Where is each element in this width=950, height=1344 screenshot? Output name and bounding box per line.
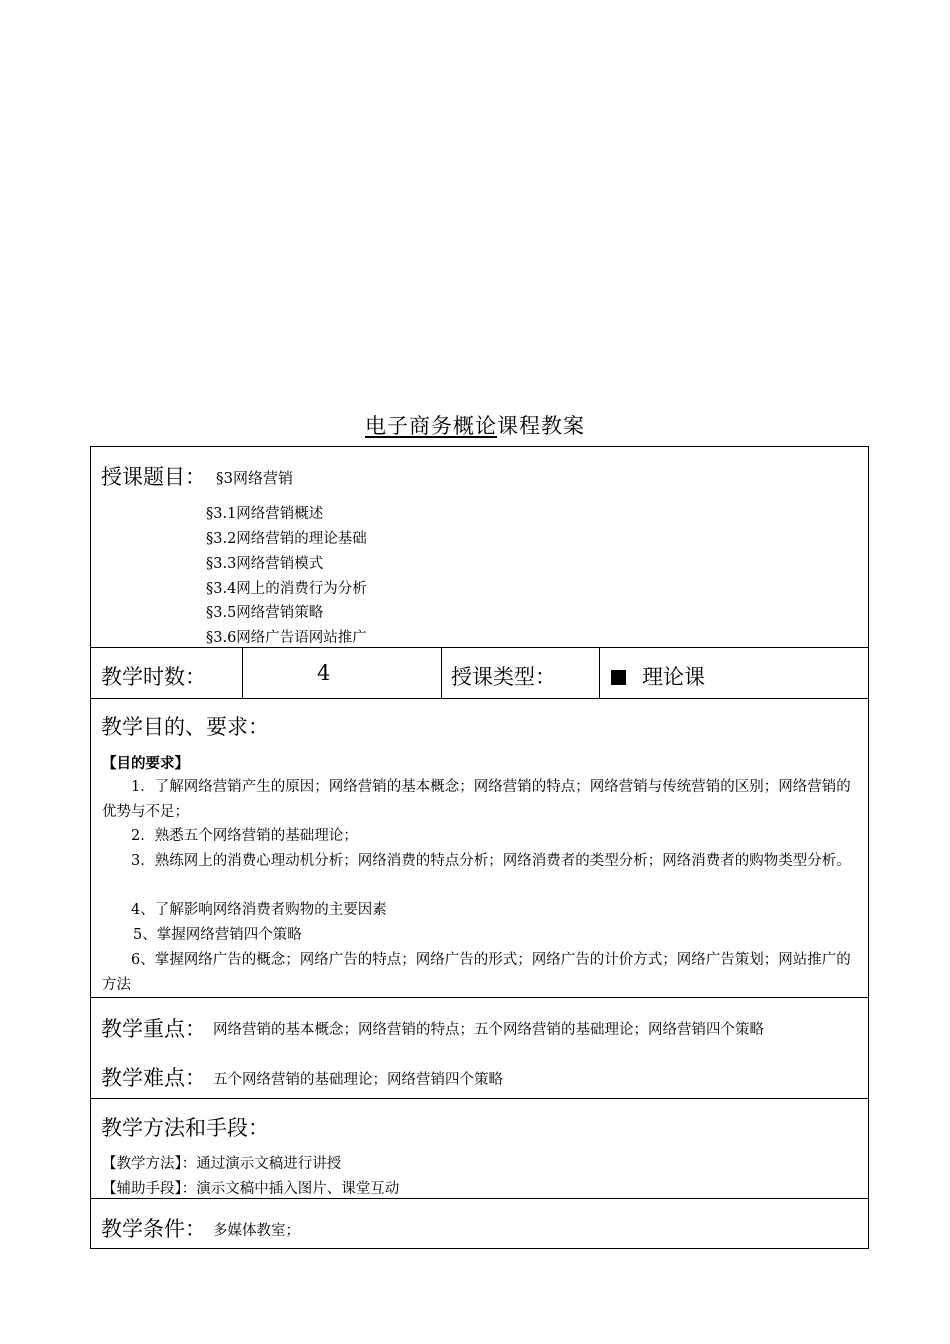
- conditions-value: 多媒体教室；: [213, 1223, 300, 1239]
- class-type-text: 理论课: [642, 665, 705, 689]
- course-name: 电子商务概论: [365, 414, 497, 438]
- difficulties-value: 五个网络营销的基础理论；网络营销四个策略: [213, 1072, 503, 1088]
- hours-label: 教学时数：: [101, 665, 206, 689]
- key-points-value: 网络营销的基本概念；网络营销的特点；五个网络营销的基础理论；网络营销四个策略: [213, 1022, 764, 1038]
- objective-item: 5、掌握网络营销四个策略: [133, 927, 302, 943]
- topic-subsection: §3.5网络营销策略: [206, 605, 324, 621]
- col-divider: [441, 647, 442, 698]
- topic-label: 授课题目：: [101, 465, 206, 489]
- class-type-label: 授课类型：: [451, 665, 556, 689]
- title-rest: 课程教案: [497, 414, 585, 438]
- objective-item: 2．熟悉五个网络营销的基础理论；: [131, 828, 358, 844]
- col-divider: [242, 647, 243, 698]
- objective-item: 6、掌握网络广告的概念；网络广告的特点；网络广告的形式；网络广告的计价方式；网络广告策划；网站推广的方法: [102, 952, 851, 993]
- difficulties-label: 教学难点：: [101, 1066, 206, 1090]
- topic-subsection: §3.2网络营销的理论基础: [206, 531, 367, 547]
- topic-subsection: §3.1网络营销概述: [206, 506, 324, 522]
- row-divider: [91, 997, 868, 998]
- row-divider: [91, 1098, 868, 1099]
- key-points-label: 教学重点：: [101, 1017, 206, 1041]
- topic-subsection: §3.4网上的消费行为分析: [206, 581, 367, 597]
- document-title: [0, 410, 950, 440]
- row-divider: [91, 698, 868, 699]
- objective-item: 1．了解网络营销产生的原因；网络营销的基本概念；网络营销的特点；网络营销与传统营销的区别；网络营销的优势与不足；: [102, 779, 851, 820]
- row-divider: [91, 647, 868, 648]
- row-divider: [91, 1198, 868, 1199]
- conditions-label: 教学条件：: [101, 1217, 206, 1241]
- lesson-plan-table: [90, 446, 869, 1249]
- methods-label: 教学方法和手段：: [101, 1116, 269, 1140]
- method-line: 【教学方法】：通过演示文稿进行讲授: [102, 1156, 342, 1172]
- class-type-value: [611, 661, 705, 691]
- topic-subsection: §3.6网络广告语网站推广: [206, 630, 367, 646]
- checked-box-icon: [611, 670, 626, 685]
- aids-line: 【辅助手段】：演示文稿中插入图片、课堂互动: [102, 1181, 400, 1197]
- objectives-label: 教学目的、要求：: [101, 715, 269, 739]
- col-divider: [599, 647, 600, 698]
- objective-item: 3．熟练网上的消费心理动机分析；网络消费的特点分析；网络消费者的类型分析；网络消费者的购物类型分析。: [131, 853, 851, 869]
- topic-subsection: §3.3网络营销模式: [206, 556, 324, 572]
- objectives-heading: 【目的要求】: [102, 755, 189, 772]
- hours-value: 4: [317, 661, 331, 685]
- topic-main: §3网络营销: [216, 469, 294, 487]
- objective-item: 4、了解影响网络消费者购物的主要因素: [131, 902, 387, 918]
